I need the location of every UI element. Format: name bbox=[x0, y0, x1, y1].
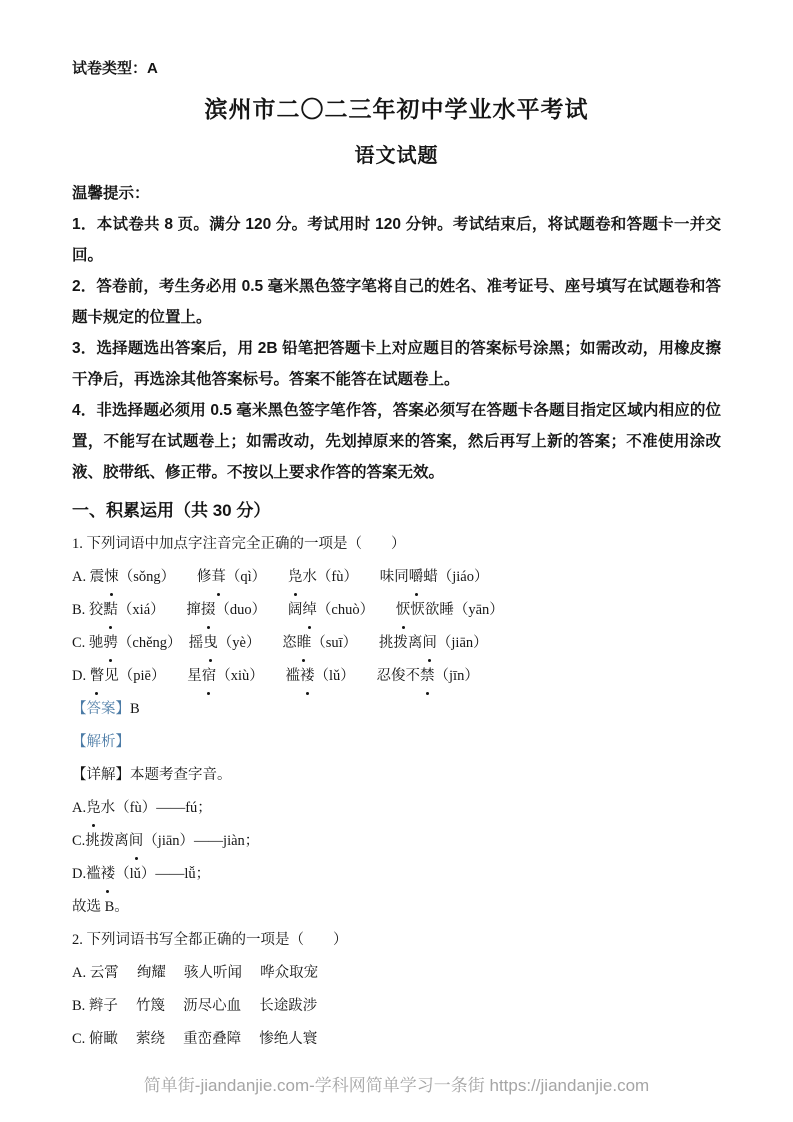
text-segment: （duo） 阔 bbox=[215, 602, 303, 618]
text-segment: （xiá） 撺 bbox=[117, 602, 201, 618]
text-segment: D.褴 bbox=[72, 866, 101, 882]
text-segment: 水（fù） 味同 bbox=[302, 569, 409, 585]
question-1-option-d bbox=[72, 660, 721, 693]
dotted-character: 骋 bbox=[103, 627, 118, 660]
text-segment: B. 狡 bbox=[72, 602, 104, 618]
dotted-character: 宿 bbox=[202, 660, 217, 693]
text-segment: 恹欲睡（yān） bbox=[410, 602, 504, 618]
text-segment: 蜡（jiáo） bbox=[423, 569, 489, 585]
dotted-character: 瞥 bbox=[90, 660, 105, 693]
dotted-character: 禁 bbox=[420, 660, 435, 693]
text-segment: （lǔ）——lǚ； bbox=[115, 866, 211, 882]
watermark-text: 简单街-jiandanjie.com-学科网简单学习一条街 https://jiandanjie.com bbox=[143, 1076, 650, 1095]
question-1-prompt: 1. 下列词语中加点字注音完全正确的一项是（ ） bbox=[72, 536, 406, 552]
correction-line-d bbox=[72, 858, 721, 891]
dotted-character: 褛 bbox=[101, 858, 116, 891]
watermark-footer bbox=[0, 1071, 793, 1096]
text-segment: C.挑拨离 bbox=[72, 833, 129, 849]
notice-item-1: 1．本试卷共 8 页。满分 120 分。考试用时 120 分钟。考试结束后，将试题卷和答题卡一并交回。 bbox=[72, 216, 721, 264]
dotted-character: 绰 bbox=[302, 594, 317, 627]
dotted-character: 睢 bbox=[297, 627, 312, 660]
text-segment: （jiān） bbox=[436, 635, 488, 651]
text-segment: （sǒng） 修 bbox=[118, 569, 212, 585]
correction-line-c bbox=[72, 825, 721, 858]
notice-item-3: 3．选择题选出答案后，用 2B 铅笔把答题卡上对应题目的答案标号涂黑；如需改动，用橡皮擦干净后，再选涂其他答案标号。答案不能答在试题卷上。 bbox=[72, 340, 721, 388]
detail-line: 【详解】本题考查字音。 bbox=[72, 767, 232, 783]
paper-type-label: 试卷类型：A bbox=[72, 60, 158, 77]
text-segment: （yè） 恣 bbox=[217, 635, 297, 651]
dotted-character: 凫 bbox=[86, 792, 101, 825]
dotted-character: 葺 bbox=[211, 561, 226, 594]
dotted-character: 褛 bbox=[300, 660, 315, 693]
question-2-option-c: C. 俯瞰 萦绕 重峦叠障 惨绝人寰 bbox=[72, 1031, 318, 1047]
text-segment: （jīn） bbox=[434, 668, 479, 684]
answer-line bbox=[72, 693, 721, 726]
dotted-character: 嚼 bbox=[409, 561, 424, 594]
exam-subtitle: 语文试题 bbox=[354, 145, 439, 167]
question-2-option-a: A. 云霄 绚耀 骇人听闻 哗众取宠 bbox=[72, 965, 319, 981]
question-1-option-a bbox=[72, 561, 721, 594]
answer-value: B bbox=[130, 701, 140, 717]
dotted-character: 悚 bbox=[104, 561, 119, 594]
question-2-option-b: B. 辫子 竹篾 沥尽心血 长途跋涉 bbox=[72, 998, 318, 1014]
exam-title: 滨州市二〇二三年初中学业水平考试 bbox=[204, 96, 589, 122]
notice-heading: 温馨提示： bbox=[72, 185, 150, 202]
text-segment: （qì） bbox=[225, 569, 288, 585]
notice-item-4: 4．非选择题必须用 0.5 毫米黑色签字笔作答，答案必须写在答题卡各题目指定区域内相应的位置，不能写在试题卷上；如需改动，先划掉原来的答案，然后再写上新的答案；不准使用涂改液、胶带纸、修正带。不按以上要求作答的答案无效。 bbox=[72, 402, 721, 481]
dotted-character: 曳 bbox=[203, 627, 218, 660]
notice-section bbox=[72, 178, 721, 488]
conclusion-line: 故选 B。 bbox=[72, 899, 129, 915]
analysis-label: 【解析】 bbox=[72, 734, 130, 750]
text-segment: （lǔ） 忍俊不 bbox=[314, 668, 421, 684]
notice-item-2: 2．答卷前，考生务必用 0.5 毫米黑色签字笔将自己的姓名、准考证号、座号填写在试题卷和答题卡规定的位置上。 bbox=[72, 278, 721, 326]
dotted-character: 间 bbox=[129, 825, 144, 858]
correction-line-a bbox=[72, 792, 721, 825]
question-1-option-b bbox=[72, 594, 721, 627]
text-segment: D. bbox=[72, 668, 90, 684]
dotted-character: 间 bbox=[422, 627, 437, 660]
answer-label: 【答案】 bbox=[72, 701, 130, 717]
text-segment: （chěng） 摇 bbox=[117, 635, 204, 651]
dotted-character: 掇 bbox=[201, 594, 216, 627]
text-segment: 水（fù）——fú； bbox=[100, 800, 212, 816]
text-segment: A. 震 bbox=[72, 569, 105, 585]
text-segment: （suī） 挑拨离 bbox=[311, 635, 423, 651]
text-segment: 见（piē） 星 bbox=[104, 668, 202, 684]
text-segment: C. 驰 bbox=[72, 635, 104, 651]
dotted-character: 恹 bbox=[396, 594, 411, 627]
text-segment: （jiān）——jiàn； bbox=[143, 833, 260, 849]
text-segment: A. bbox=[72, 800, 87, 816]
question-2-prompt: 2. 下列词语书写全都正确的一项是（ ） bbox=[72, 932, 348, 948]
text-segment: （xiù） 褴 bbox=[216, 668, 300, 684]
dotted-character: 凫 bbox=[288, 561, 303, 594]
dotted-character: 黠 bbox=[103, 594, 118, 627]
text-segment: （chuò） bbox=[316, 602, 396, 618]
question-1-option-c bbox=[72, 627, 721, 660]
section-1-heading: 一、积累运用（共 30 分） bbox=[72, 501, 271, 520]
